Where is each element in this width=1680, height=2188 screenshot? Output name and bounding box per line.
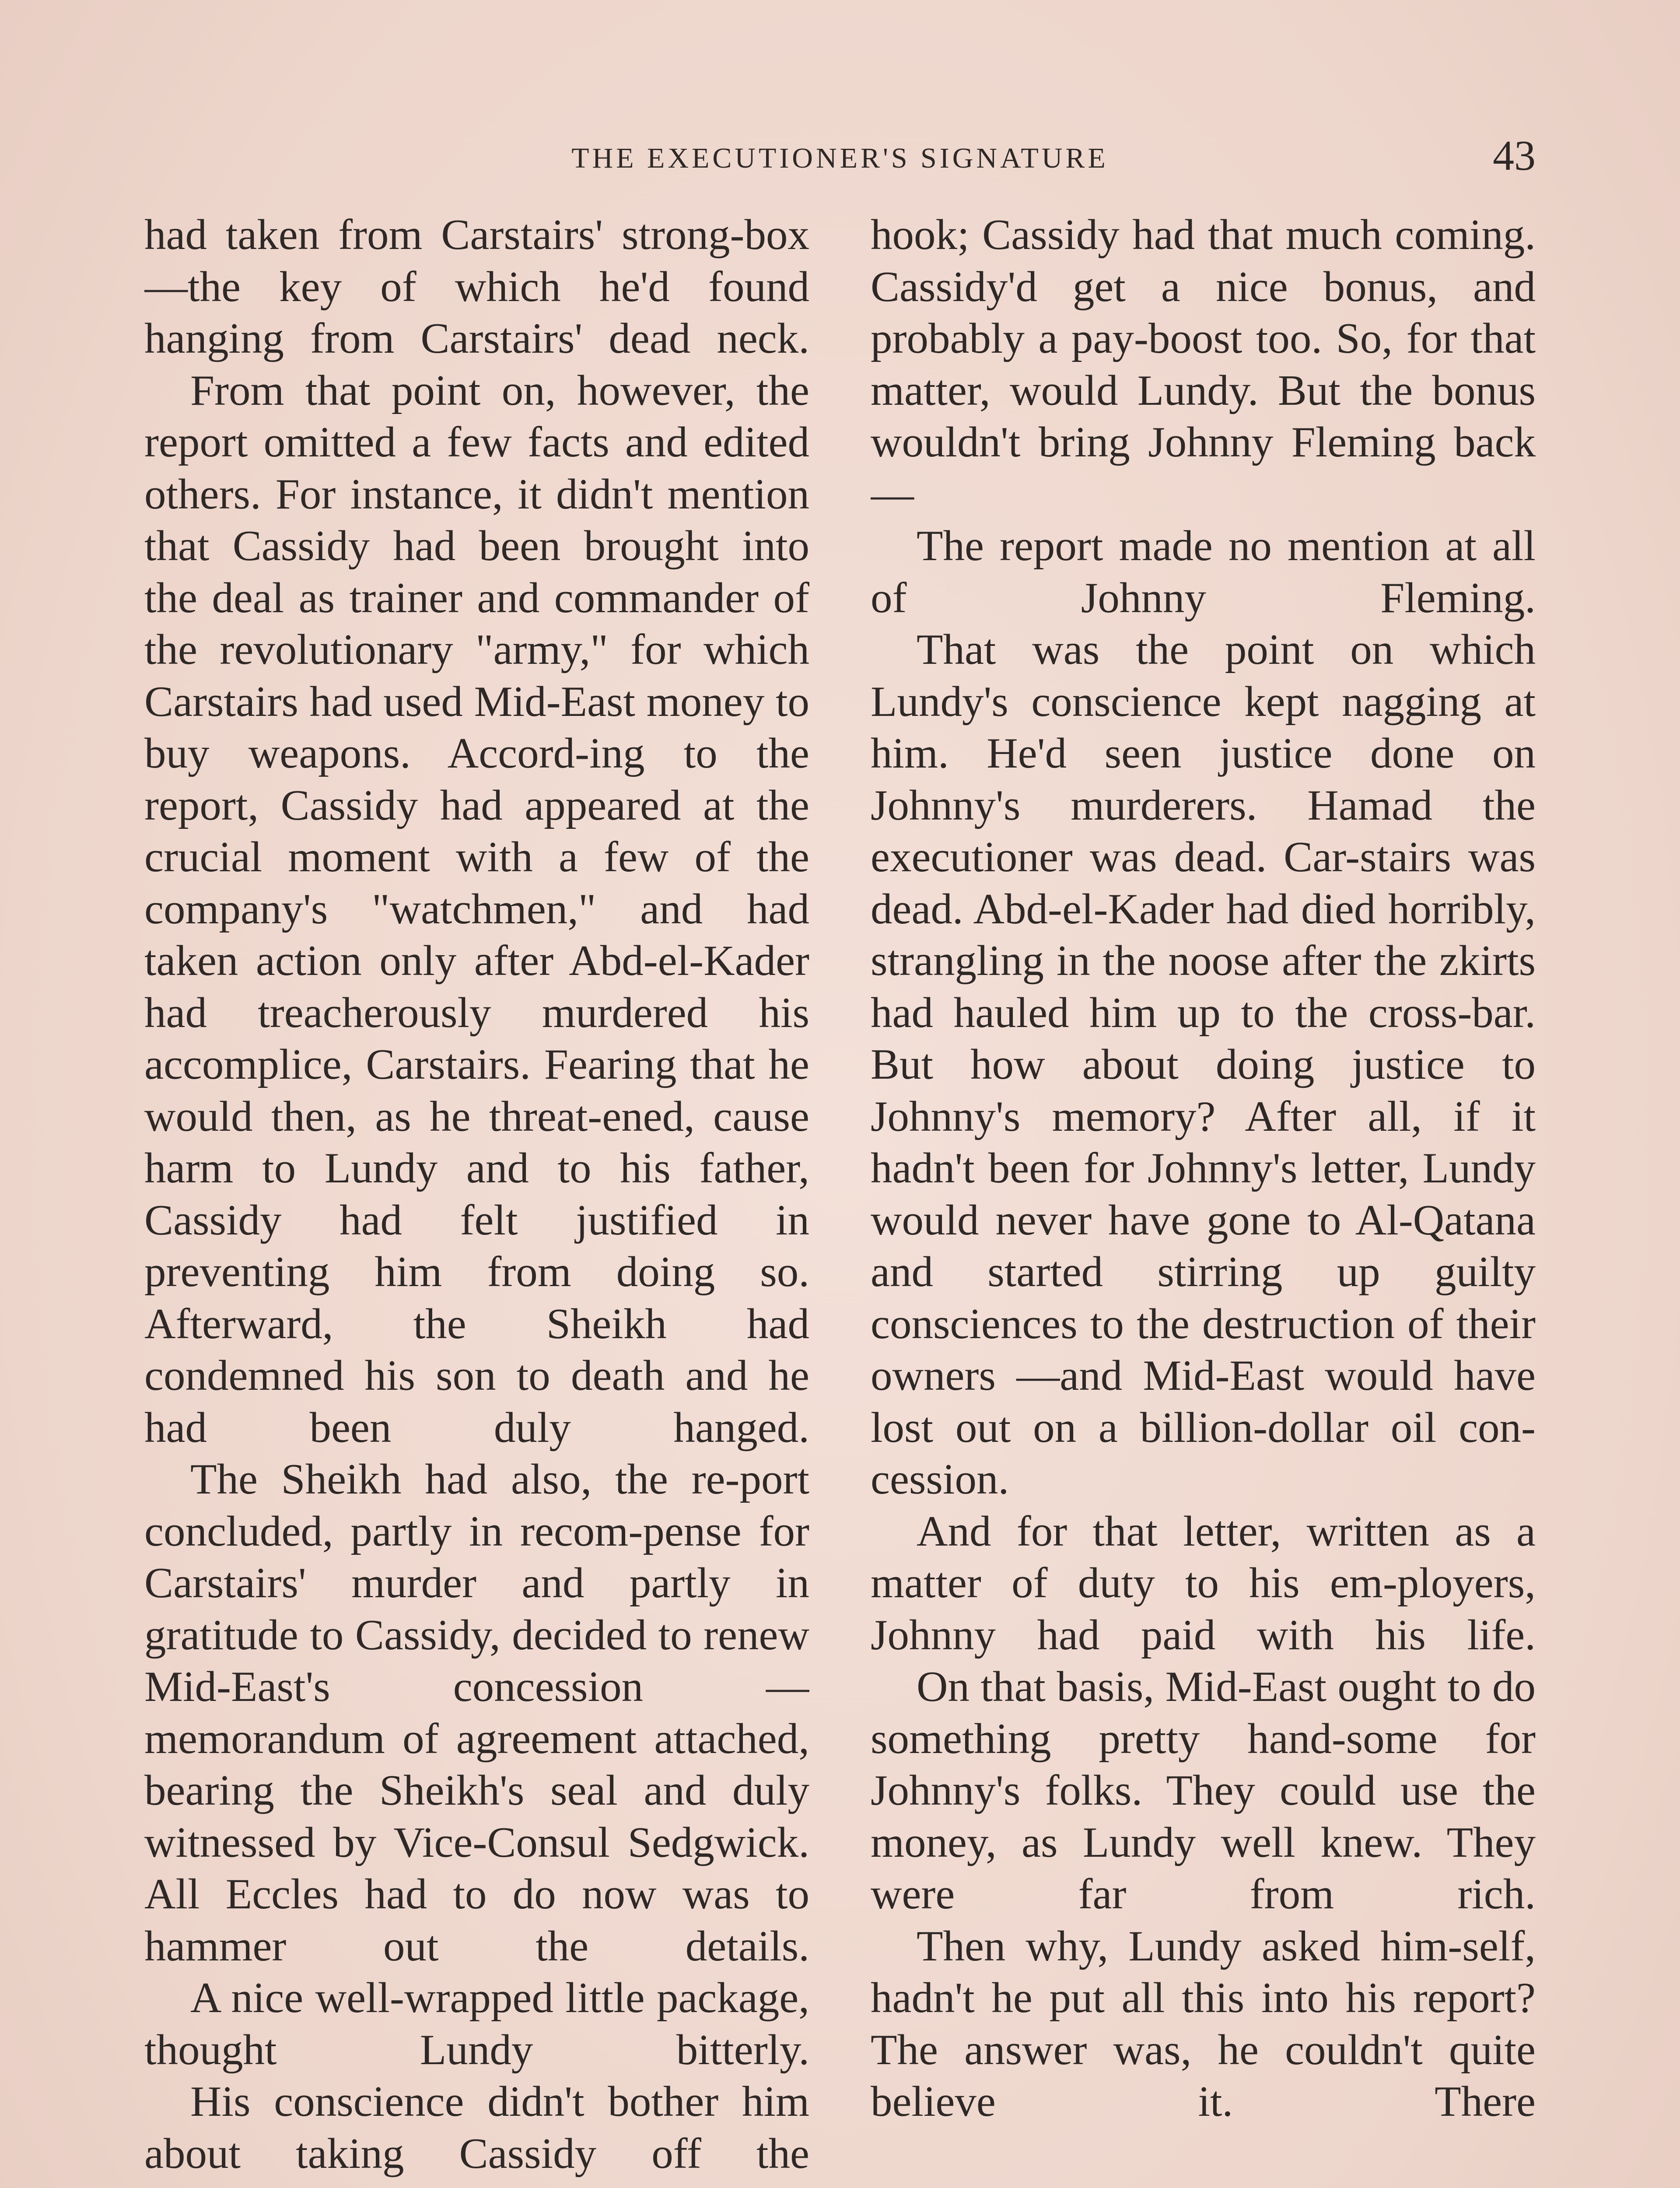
running-head <box>144 132 1536 187</box>
left-column <box>144 209 809 2188</box>
paragraph: hook; Cassidy had that much coming. Cassidy'd get a nice bonus, and probably a pay-boost too. So, for that matter, would Lundy. But the bonus wouldn't bring Johnny Fleming back— <box>871 211 1536 518</box>
text-columns <box>144 209 1536 2188</box>
paragraph: On that basis, Mid-East ought to do something pretty hand-some for Johnny's folks. They could use the money, as Lundy well knew. They were far from rich. <box>871 1663 1536 1918</box>
right-column <box>871 209 1536 2188</box>
paragraph: A nice well-wrapped little package, thought Lundy bitterly. <box>144 1974 809 2074</box>
paragraph: His conscience didn't bother him about taking Cassidy off the <box>144 2078 809 2177</box>
running-title: THE EXECUTIONER'S SIGNATURE <box>571 142 1109 174</box>
paragraph: The report made no mention at all of Johnny Fleming. <box>871 522 1536 622</box>
paragraph: And for that letter, written as a matter of duty to his em-ployers, Johnny had paid with his life. <box>871 1507 1536 1659</box>
paragraph: That was the point on which Lundy's conscience kept nagging at him. He'd seen justice done on Johnny's murderers. Hamad the executioner was dead. Car-stairs was dead. Abd-el-Kader had died horribly, strangling in the noose after the zkirts had hauled him up to the cross-bar. But how about doing justice to Johnny's memory? After all, if it hadn't been for Johnny's letter, Lundy would never have gone to Al-Qatana and started stirring up guilty consciences to the destruction of their owners —and Mid-East would have lost out on a billion-dollar oil con-cession. <box>871 626 1536 1503</box>
paragraph: Then why, Lundy asked him-self, hadn't he put all this into his report? The answer was, he couldn't quite believe it. There <box>871 1922 1536 2125</box>
paragraph: From that point on, however, the report omitted a few facts and edited others. For instance, it didn't mention that Cassidy had been brought into the deal as trainer and commander of the revolutionary "army," for which Carstairs had used Mid-East money to buy weapons. Accord-ing to the report, Cassidy had appeared at the crucial moment with a few of the company's "watchmen," and had taken action only after Abd-el-Kader had treacherously murdered his accomplice, Carstairs. Fearing that he would then, as he threat-ened, cause harm to Lundy and to his father, Cassidy had felt justified in preventing him from doing so. Afterward, the Sheikh had condemned his son to death and he had been duly hanged. <box>144 366 809 1452</box>
paragraph: had taken from Carstairs' strong-box—the key of which he'd found hanging from Carstairs' dead neck. <box>144 211 809 362</box>
page-number: 43 <box>1493 132 1536 179</box>
paragraph: The Sheikh had also, the re-port concluded, partly in recom-pense for Carstairs' murder and partly in gratitude to Cassidy, decided to renew Mid-East's concession —memorandum of agreement attached, bearing the Sheikh's seal and duly witnessed by Vice-Consul Sedgwick. All Eccles had to do now was to hammer out the details. <box>144 1455 809 1970</box>
